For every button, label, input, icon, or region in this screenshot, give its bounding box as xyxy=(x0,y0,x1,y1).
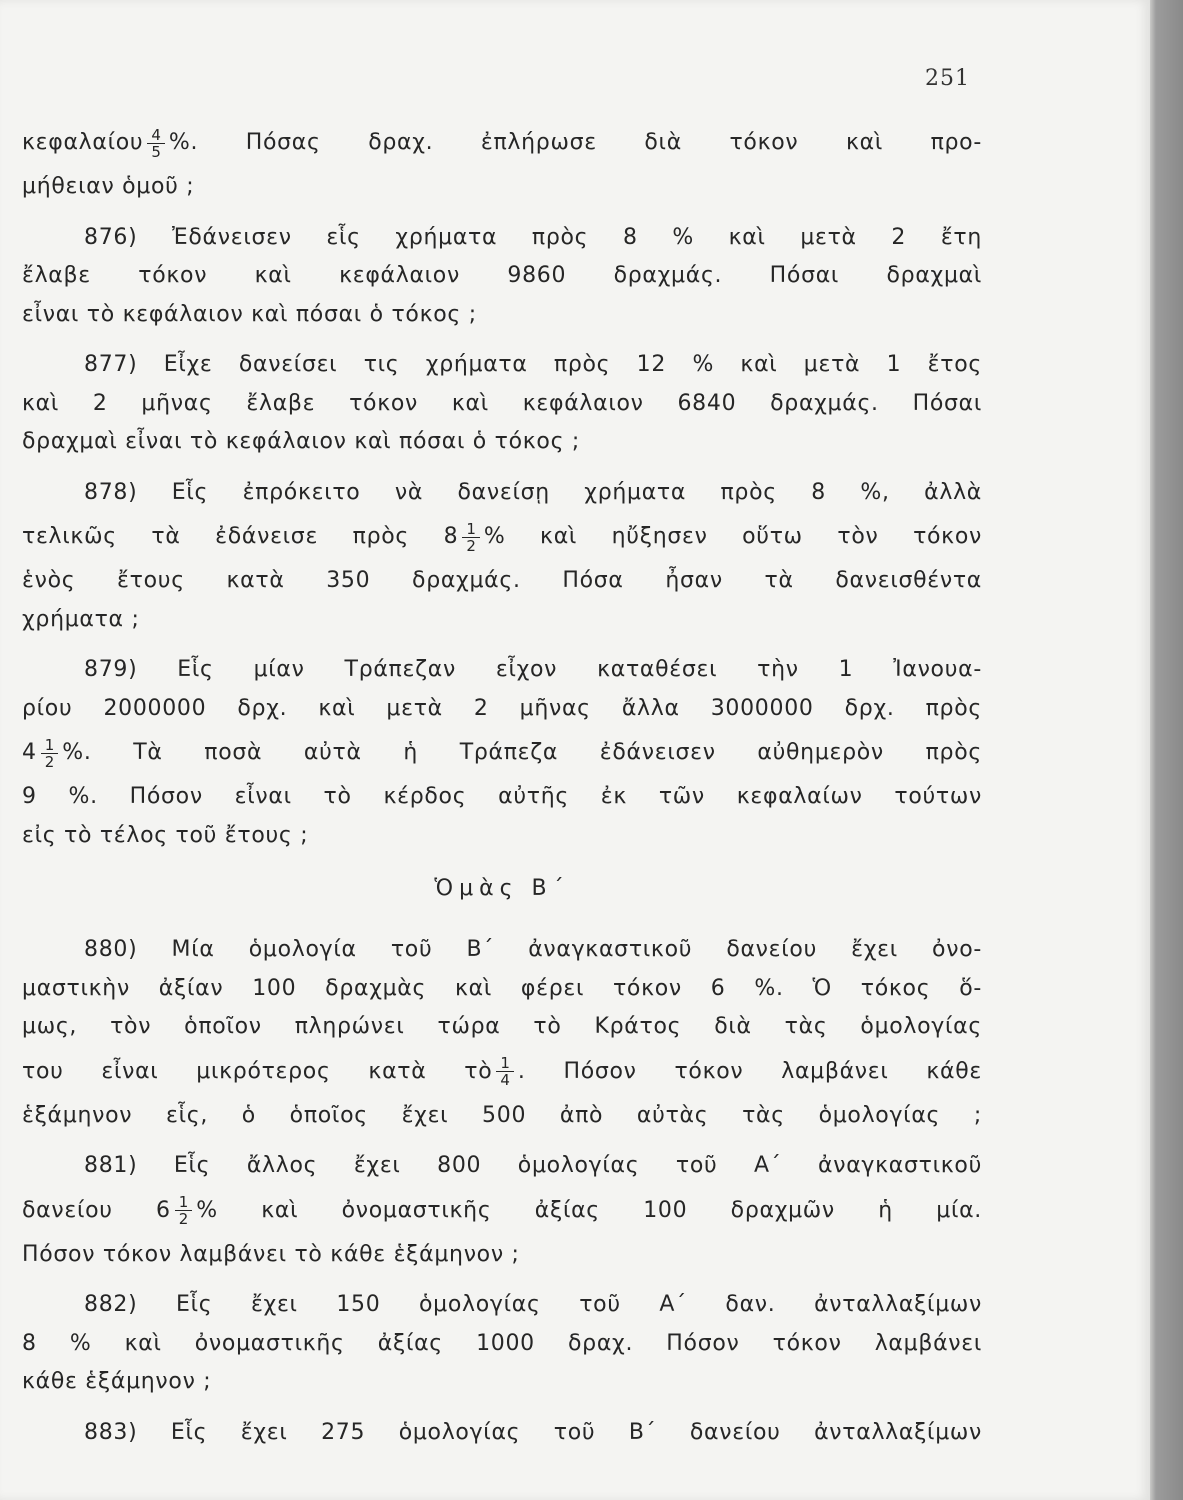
problem-882: 882) Εἷς ἔχει 150 ὁμολογίας τοῦ Α΄ δαν. ἀνταλλαξίμων xyxy=(84,1292,982,1317)
text-line: Πόσον τόκον λαμβάνει τὸ κάθε ἑξάμηνον ; xyxy=(22,1241,520,1267)
text-line: μως, τὸν ὁποῖον πληρώνει τώρα τὸ Κράτος διὰ τὰς ὁμολογίας xyxy=(22,1014,982,1039)
text-line: 4 $\frac{1}{2}$ %. Τὰ ποσὰ αὐτὰ ἡ Τράπεζα ἐδάνεισεν αὐθημερὸν πρὸς xyxy=(22,735,982,771)
text-line: ἑξάμηνον εἷς, ὁ ὁποῖος ἔχει 500 ἀπὸ αὐτὰς τὰς ὁμολογίας ; xyxy=(22,1102,982,1128)
text-line: κεφαλαίου $\frac{4}{5}$ %. Πόσας δραχ. ἐπλήρωσε διὰ τόκον καὶ προ- xyxy=(22,125,982,161)
fraction: $\frac{1}{4}$ xyxy=(496,1055,514,1088)
problem-877: 877) Εἶχε δανείσει τις χρήματα πρὸς 12 % καὶ μετὰ 1 ἔτος xyxy=(84,352,982,377)
text-line: εἰς τὸ τέλος τοῦ ἔτους ; xyxy=(22,822,309,848)
text-line: κάθε ἑξάμηνον ; xyxy=(22,1369,212,1394)
fraction: $\frac{1}{2}$ xyxy=(41,737,59,770)
text-line: δανείου 6 $\frac{1}{2}$ % καὶ ὀνομαστικῆς ἀξίας 100 δραχμῶν ἡ μία. xyxy=(22,1193,982,1228)
text-line: μήθειαν ὁμοῦ ; xyxy=(22,174,195,199)
section-heading: Ὁμὰς Β΄ xyxy=(434,876,570,901)
fraction: $\frac{1}{2}$ xyxy=(175,1194,193,1227)
page-number: 251 xyxy=(925,66,970,91)
problem-883: 883) Εἷς ἔχει 275 ὁμολογίας τοῦ Β΄ δανείου ἀνταλλαξίμων xyxy=(84,1419,982,1445)
fraction: $\frac{4}{5}$ xyxy=(147,127,165,160)
text-line: του εἶναι μικρότερος κατὰ τὸ $\frac{1}{4}$ . Πόσον τόκον λαμβάνει κάθε xyxy=(22,1054,982,1089)
problem-880: 880) Μία ὁμολογία τοῦ Β΄ ἀναγκαστικοῦ δανείου ἔχει ὀνο- xyxy=(84,937,982,962)
text-line: χρήματα ; xyxy=(22,606,140,632)
text-line: 8 % καὶ ὀνομαστικῆς ἀξίας 1000 δραχ. Πόσον τόκον λαμβάνει xyxy=(22,1330,982,1356)
text-line: μαστικὴν ἀξίαν 100 δραχμὰς καὶ φέρει τόκον 6 %. Ὁ τόκος ὅ- xyxy=(22,975,982,1001)
text-line: ρίου 2000000 δρχ. καὶ μετὰ 2 μῆνας ἄλλα 3000000 δρχ. πρὸς xyxy=(22,695,982,721)
text-line: δραχμαὶ εἶναι τὸ κεφάλαιον καὶ πόσαι ὁ τόκος ; xyxy=(22,429,581,454)
text-line: ἑνὸς ἔτους κατὰ 350 δραχμάς. Πόσα ἦσαν τὰ δανεισθέντα xyxy=(22,568,982,593)
text-line: τελικῶς τὰ ἐδάνεισε πρὸς 8 $\frac{1}{2}$ % καὶ ηὔξησεν οὕτω τὸν τόκον xyxy=(22,519,982,555)
problem-881: 881) Εἷς ἄλλος ἔχει 800 ὁμολογίας τοῦ Α΄ ἀναγκαστικοῦ xyxy=(84,1153,982,1178)
fraction: $\frac{1}{2}$ xyxy=(462,521,480,554)
problem-876: 876) Ἐδάνεισεν εἷς χρήματα πρὸς 8 % καὶ μετὰ 2 ἔτη xyxy=(84,224,982,250)
text-line: καὶ 2 μῆνας ἔλαβε τόκον καὶ κεφάλαιον 6840 δραχμάς. Πόσαι xyxy=(22,390,982,416)
problem-879: 879) Εἷς μίαν Τράπεζαν εἶχον καταθέσει τὴν 1 Ἰανουα- xyxy=(84,657,982,682)
page-edge xyxy=(1150,0,1183,1500)
problem-878: 878) Εἷς ἐπρόκειτο νὰ δανείσῃ χρήματα πρὸς 8 %, ἀλλὰ xyxy=(84,479,982,505)
page-text xyxy=(22,118,982,1452)
text-line: ἔλαβε τόκον καὶ κεφάλαιον 9860 δραχμάς. Πόσαι δραχμαὶ xyxy=(22,263,982,288)
text-line: εἶναι τὸ κεφάλαιον καὶ πόσαι ὁ τόκος ; xyxy=(22,301,477,327)
text-line: 9 %. Πόσον εἶναι τὸ κέρδος αὐτῆς ἐκ τῶν κεφαλαίων τούτων xyxy=(22,784,982,809)
